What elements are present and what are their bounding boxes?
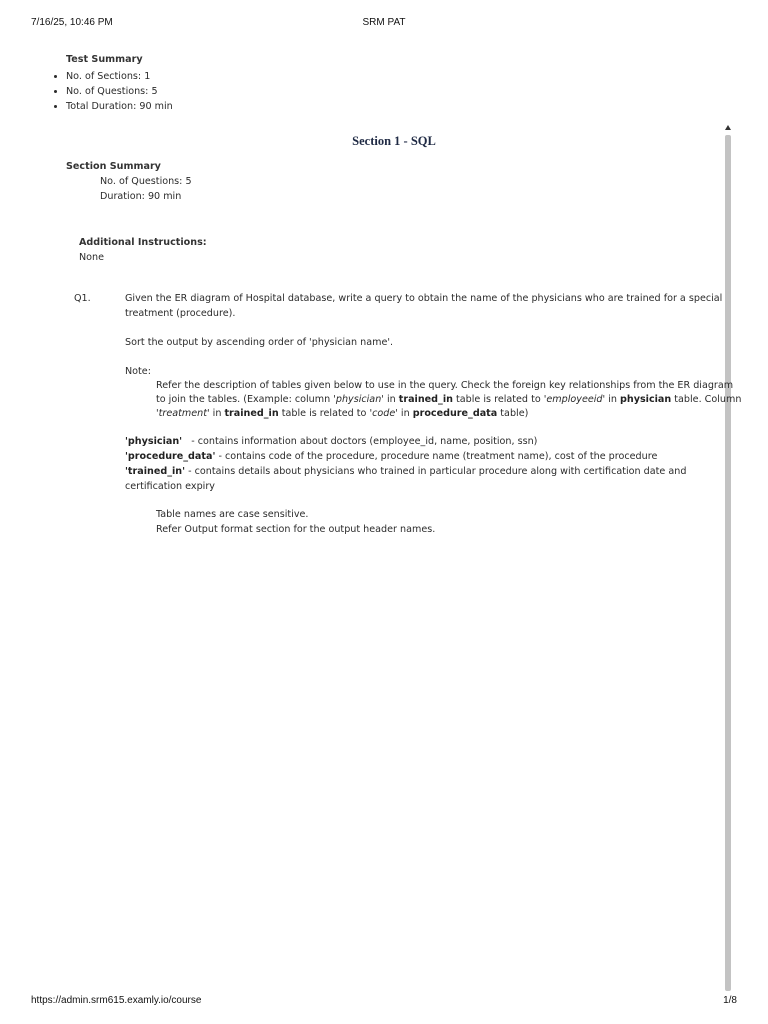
output-format-note: Refer Output format section for the output header names. [156, 524, 436, 535]
additional-instructions-value: None [79, 252, 105, 263]
note-line3: 'treatment' in trained_in table is related to 'code' in procedure_data table) [156, 408, 529, 419]
question-text-line1: Given the ER diagram of Hospital database, write a query to obtain the name of the physicians who are trained for a special [125, 293, 723, 304]
question-text-line2: treatment (procedure). [125, 308, 236, 319]
summary-item-questions: • No. of Questions: 5 [66, 84, 173, 99]
print-page-number: 1/8 [723, 995, 737, 1006]
scrollbar[interactable] [724, 124, 732, 992]
summary-item-duration: • Total Duration: 90 min [66, 99, 173, 114]
question-number: Q1. [74, 293, 91, 304]
table-desc-trained-in: 'trained_in' - contains details about physicians who trained in particular procedure along with certification date and [125, 466, 687, 477]
scrollbar-thumb[interactable] [725, 135, 731, 991]
case-sensitive-note: Table names are case sensitive. [156, 509, 309, 520]
test-summary-list [50, 69, 173, 114]
table-desc-procedure-data: 'procedure_data' - contains code of the procedure, procedure name (treatment name), cost of the procedure [125, 451, 658, 462]
note-line2: to join the tables. (Example: column 'physician' in trained_in table is related to 'employeeid' in physician table. Column [156, 394, 742, 405]
sort-instruction: Sort the output by ascending order of 'physician name'. [125, 337, 394, 348]
scroll-up-arrow-icon[interactable] [725, 125, 731, 130]
additional-instructions-heading: Additional Instructions: [79, 237, 207, 248]
section-questions: No. of Questions: 5 [100, 176, 192, 187]
print-title: SRM PAT [362, 17, 406, 28]
table-desc-physician: 'physician' - contains information about doctors (employee_id, name, position, ssn) [125, 436, 538, 447]
print-footer [0, 995, 768, 1009]
print-url: https://admin.srm615.examly.io/course [31, 995, 202, 1006]
print-datetime: 7/16/25, 10:46 PM [31, 17, 113, 28]
summary-item-sections: • No. of Sections: 1 [66, 69, 173, 84]
test-summary-heading: Test Summary [66, 54, 143, 65]
section-summary-heading: Section Summary [66, 161, 161, 172]
section-duration: Duration: 90 min [100, 191, 182, 202]
table-desc-trained-in-cont: certification expiry [125, 481, 215, 492]
note-line1: Refer the description of tables given below to use in the query. Check the foreign key relationships from the ER diagram [156, 380, 734, 391]
section-title: Section 1 - SQL [352, 134, 436, 148]
note-label: Note: [125, 366, 151, 377]
print-header [0, 17, 768, 31]
